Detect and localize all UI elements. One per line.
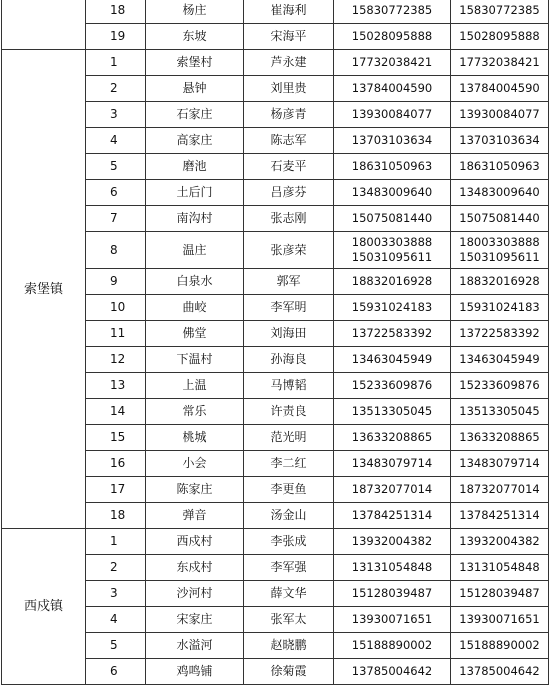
contact-name: 李军明 (244, 295, 334, 321)
village-name: 陈家庄 (146, 477, 244, 503)
phone-primary: 13784004590 (334, 76, 451, 102)
village-name: 佛堂 (146, 321, 244, 347)
phone-secondary: 18732077014 (451, 477, 549, 503)
row-number: 1 (86, 50, 146, 76)
contact-name: 石麦平 (244, 154, 334, 180)
phone-primary: 13633208865 (334, 425, 451, 451)
village-name: 沙河村 (146, 581, 244, 607)
village-name: 温庄 (146, 232, 244, 269)
phone-primary: 13483079714 (334, 451, 451, 477)
row-number: 15 (86, 425, 146, 451)
contact-name: 陈志军 (244, 128, 334, 154)
row-number: 4 (86, 128, 146, 154)
phone-secondary: 13784004590 (451, 76, 549, 102)
village-name: 高家庄 (146, 128, 244, 154)
phone-secondary: 15233609876 (451, 373, 549, 399)
village-name: 弹音 (146, 503, 244, 529)
phone-primary: 13722583392 (334, 321, 451, 347)
phone-primary: 15028095888 (334, 24, 451, 50)
phone-primary: 13131054848 (334, 555, 451, 581)
phone-secondary: 13131054848 (451, 555, 549, 581)
phone-primary: 13703103634 (334, 128, 451, 154)
phone-primary: 13513305045 (334, 399, 451, 425)
phone-primary: 13930071651 (334, 607, 451, 633)
phone-secondary: 13483009640 (451, 180, 549, 206)
phone-primary: 13483009640 (334, 180, 451, 206)
phone-secondary: 13722583392 (451, 321, 549, 347)
contact-name: 李军强 (244, 555, 334, 581)
phone-secondary: 13784251314 (451, 503, 549, 529)
contact-name: 李二红 (244, 451, 334, 477)
phone-secondary: 13930084077 (451, 102, 549, 128)
contact-name: 赵晓鹏 (244, 633, 334, 659)
phone-secondary: 13785004642 (451, 659, 549, 685)
phone-primary: 15188890002 (334, 633, 451, 659)
contact-name: 张军太 (244, 607, 334, 633)
row-number: 16 (86, 451, 146, 477)
village-name: 西戍村 (146, 529, 244, 555)
village-name: 悬钟 (146, 76, 244, 102)
phone-secondary (451, 232, 549, 269)
contact-name: 许责良 (244, 399, 334, 425)
row-number: 18 (86, 503, 146, 529)
village-name: 水溢河 (146, 633, 244, 659)
contact-name: 芦永建 (244, 50, 334, 76)
village-name: 常乐 (146, 399, 244, 425)
contact-name: 薛文华 (244, 581, 334, 607)
village-name: 下温村 (146, 347, 244, 373)
contact-name: 汤金山 (244, 503, 334, 529)
row-number: 2 (86, 555, 146, 581)
row-number: 18 (86, 0, 146, 24)
phone-primary: 13932004382 (334, 529, 451, 555)
contact-name: 张彦荣 (244, 232, 334, 269)
village-name: 东戍村 (146, 555, 244, 581)
village-name: 小会 (146, 451, 244, 477)
contact-name: 马博韬 (244, 373, 334, 399)
table-row (2, 50, 549, 76)
row-number: 1 (86, 529, 146, 555)
row-number: 3 (86, 102, 146, 128)
table-row (2, 0, 549, 24)
phone-primary: 13930084077 (334, 102, 451, 128)
village-name: 曲峧 (146, 295, 244, 321)
table-row (2, 529, 549, 555)
village-name: 南沟村 (146, 206, 244, 232)
phone-primary: 18732077014 (334, 477, 451, 503)
row-number: 6 (86, 659, 146, 685)
phone-primary: 15830772385 (334, 0, 451, 24)
row-number: 13 (86, 373, 146, 399)
phone-secondary: 13932004382 (451, 529, 549, 555)
village-name: 白泉水 (146, 269, 244, 295)
village-name: 东坡 (146, 24, 244, 50)
village-name: 宋家庄 (146, 607, 244, 633)
contact-name: 李张成 (244, 529, 334, 555)
phone-secondary: 13930071651 (451, 607, 549, 633)
contact-name: 徐菊霞 (244, 659, 334, 685)
contact-name: 吕彦芬 (244, 180, 334, 206)
contact-name: 宋海平 (244, 24, 334, 50)
village-name: 磨池 (146, 154, 244, 180)
row-number: 11 (86, 321, 146, 347)
contact-name: 崔海利 (244, 0, 334, 24)
contact-name: 杨彦青 (244, 102, 334, 128)
row-number: 14 (86, 399, 146, 425)
phone-primary: 17732038421 (334, 50, 451, 76)
phone-secondary: 18832016928 (451, 269, 549, 295)
phone-primary: 13785004642 (334, 659, 451, 685)
phone-secondary: 15931024183 (451, 295, 549, 321)
phone-primary: 15233609876 (334, 373, 451, 399)
phone-secondary: 15830772385 (451, 0, 549, 24)
village-name: 石家庄 (146, 102, 244, 128)
phone-primary-line-2: 15031095611 (351, 250, 433, 264)
phone-secondary: 15028095888 (451, 24, 549, 50)
village-name: 鸡鸣铺 (146, 659, 244, 685)
phone-primary: 13463045949 (334, 347, 451, 373)
phone-secondary: 13483079714 (451, 451, 549, 477)
row-number: 5 (86, 633, 146, 659)
phone-primary: 15075081440 (334, 206, 451, 232)
row-number: 17 (86, 477, 146, 503)
row-number: 8 (86, 232, 146, 269)
contact-name: 刘里贵 (244, 76, 334, 102)
row-number: 10 (86, 295, 146, 321)
village-name: 土后门 (146, 180, 244, 206)
phone-primary: 15931024183 (334, 295, 451, 321)
phone-primary (334, 232, 451, 269)
contact-name: 刘海田 (244, 321, 334, 347)
village-name: 桃城 (146, 425, 244, 451)
phone-secondary: 13633208865 (451, 425, 549, 451)
contact-name: 郭军 (244, 269, 334, 295)
phone-secondary: 17732038421 (451, 50, 549, 76)
contact-name: 范光明 (244, 425, 334, 451)
town-name: 西戍镇 (2, 529, 86, 685)
village-name: 索堡村 (146, 50, 244, 76)
row-number: 9 (86, 269, 146, 295)
row-number: 2 (86, 76, 146, 102)
phone-secondary: 15075081440 (451, 206, 549, 232)
phone-secondary: 15128039487 (451, 581, 549, 607)
table-body (2, 0, 549, 685)
village-contact-table (1, 0, 549, 685)
phone-secondary: 15188890002 (451, 633, 549, 659)
row-number: 12 (86, 347, 146, 373)
contact-name: 张志刚 (244, 206, 334, 232)
contact-name: 李更鱼 (244, 477, 334, 503)
row-number: 4 (86, 607, 146, 633)
row-number: 6 (86, 180, 146, 206)
row-number: 5 (86, 154, 146, 180)
phone-secondary: 13703103634 (451, 128, 549, 154)
phone-primary: 18631050963 (334, 154, 451, 180)
phone-secondary: 13463045949 (451, 347, 549, 373)
contact-name: 孙海良 (244, 347, 334, 373)
phone-primary-line-1: 18003303888 (351, 235, 433, 249)
phone-primary: 13784251314 (334, 503, 451, 529)
village-name: 上温 (146, 373, 244, 399)
town-name: 索堡镇 (2, 50, 86, 529)
village-name: 杨庄 (146, 0, 244, 24)
row-number: 7 (86, 206, 146, 232)
row-number: 19 (86, 24, 146, 50)
phone-secondary: 18631050963 (451, 154, 549, 180)
phone-secondary-line-1: 18003303888 (459, 235, 540, 249)
phone-secondary-line-2: 15031095611 (459, 250, 540, 264)
phone-primary: 18832016928 (334, 269, 451, 295)
town-cell-previous (2, 0, 86, 50)
phone-primary: 15128039487 (334, 581, 451, 607)
phone-secondary: 13513305045 (451, 399, 549, 425)
row-number: 3 (86, 581, 146, 607)
